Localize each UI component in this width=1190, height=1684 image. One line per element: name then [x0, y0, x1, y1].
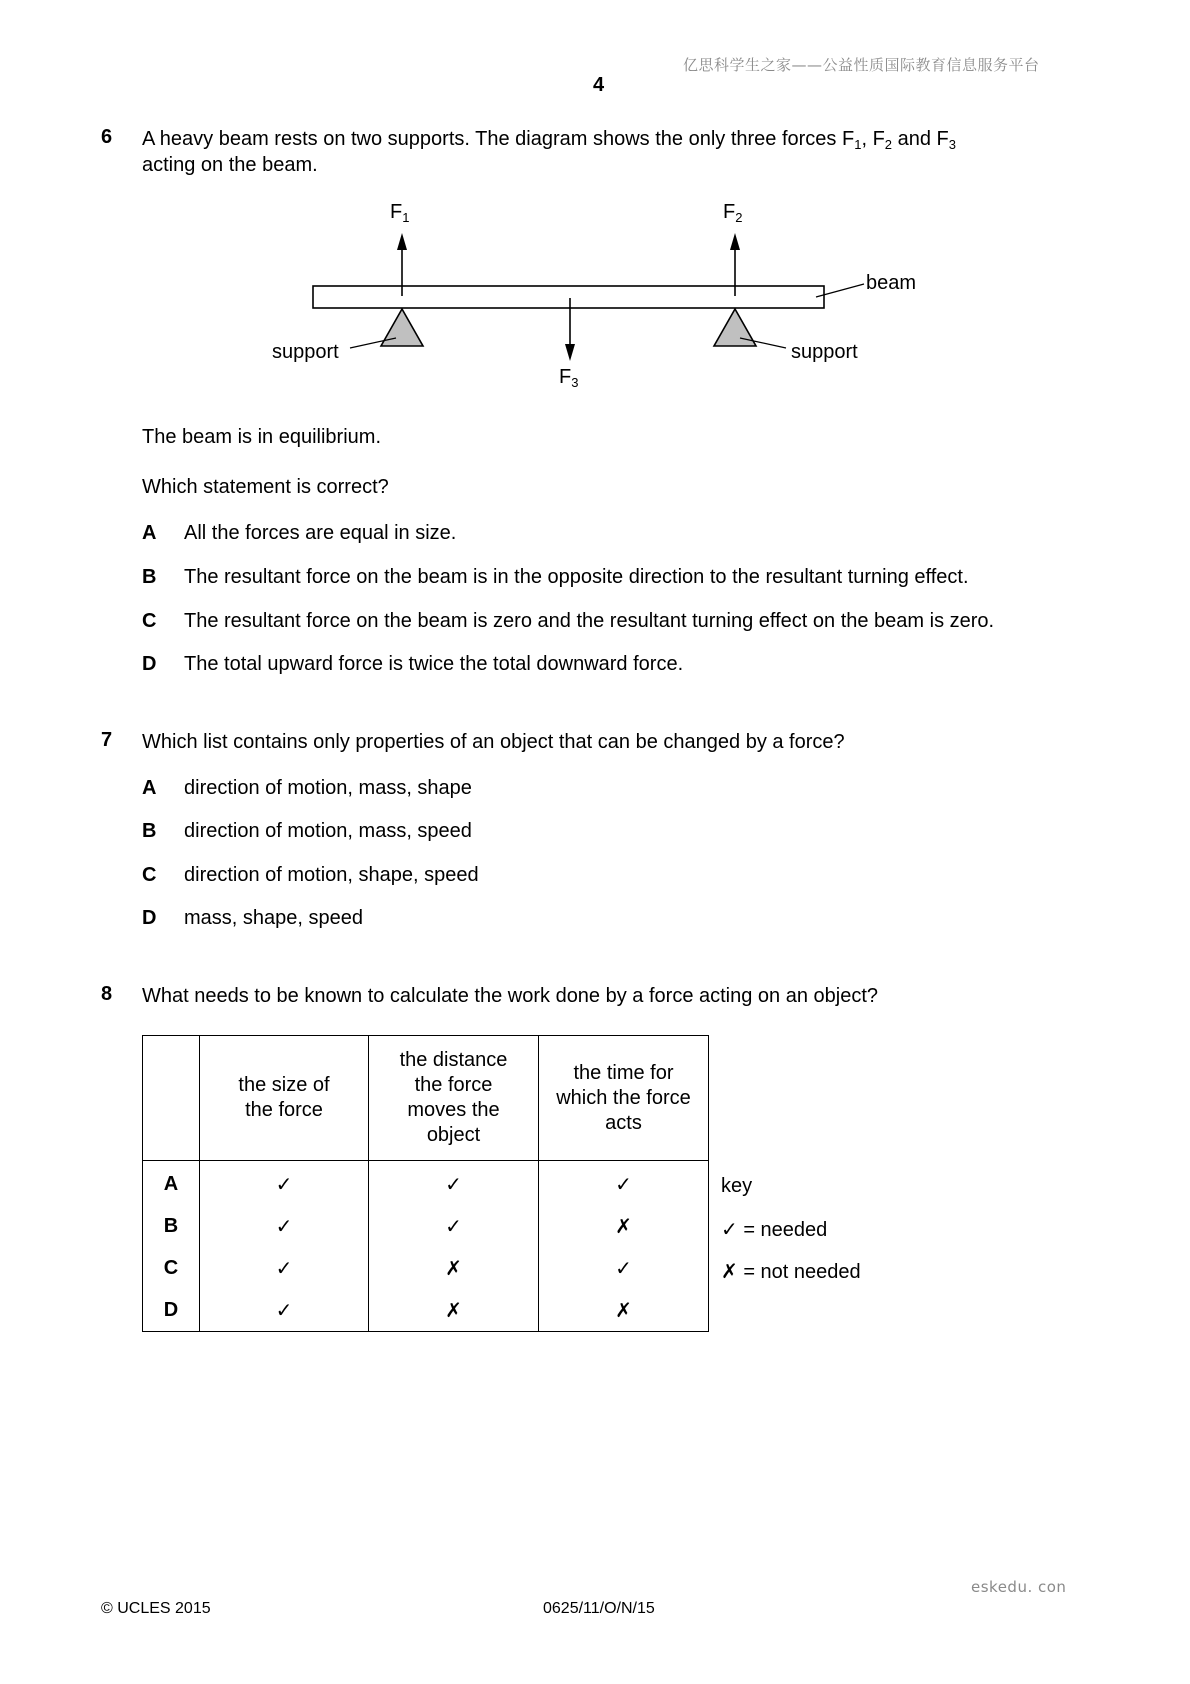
label-f2-sub: 2 [735, 210, 743, 225]
q6-text-part: , F [861, 128, 885, 150]
table-cell: ✓ [539, 1247, 709, 1289]
force-f1-arrowhead [397, 233, 407, 250]
table-cell: ✗ [369, 1289, 539, 1332]
label-support-right: support [791, 341, 858, 363]
label-f1 [390, 201, 409, 224]
q6-sub-2: 2 [884, 137, 893, 152]
q6-option-text: The total upward force is twice the total downward force. [184, 653, 684, 675]
beam-diagram [0, 0, 1190, 420]
label-f3-letter: F [559, 366, 572, 388]
q6-sub-3: 3 [948, 137, 956, 152]
question-7-text: Which list contains only properties of an object that can be changed by a force? [142, 731, 845, 753]
row-label: B [143, 1205, 200, 1247]
table-cell: ✓ [539, 1161, 709, 1206]
label-f1-letter: F [390, 201, 403, 223]
label-f3-sub: 3 [571, 375, 579, 390]
row-label: C [143, 1247, 200, 1289]
table-cell: ✓ [200, 1247, 369, 1289]
q7-option-letter: B [142, 820, 157, 842]
label-support-left: support [272, 341, 339, 363]
q6-option-letter: A [142, 522, 157, 544]
q7-option-text: direction of motion, mass, shape [184, 777, 472, 799]
table-row [143, 1161, 709, 1206]
table-header-cell: the size of the force [200, 1036, 369, 1161]
row-label: A [143, 1161, 200, 1206]
q7-option-text: direction of motion, mass, speed [184, 820, 472, 842]
question-8-text: What needs to be known to calculate the work done by a force acting on an object? [142, 985, 879, 1007]
key-not-needed: ✗ = not needed [721, 1261, 861, 1283]
q7-option-text: direction of motion, shape, speed [184, 864, 479, 886]
label-f2-letter: F [723, 201, 736, 223]
table-cell: ✓ [200, 1161, 369, 1206]
table-cell: ✗ [369, 1247, 539, 1289]
q7-option-letter: C [142, 864, 157, 886]
q6-option-letter: C [142, 610, 157, 632]
key-title: key [721, 1175, 753, 1197]
q7-option-text: mass, shape, speed [184, 907, 363, 929]
q6-option-text: The resultant force on the beam is in the opposite direction to the resultant turning effect. [184, 566, 969, 588]
table-header-row [143, 1036, 709, 1161]
table-cell: ✓ [369, 1205, 539, 1247]
table-row [143, 1205, 709, 1247]
footer-paper-code: 0625/11/O/N/15 [543, 1600, 655, 1617]
force-f2-arrowhead [730, 233, 740, 250]
table-header-cell: the distance the force moves the object [369, 1036, 539, 1161]
q6-sub-1: 1 [854, 137, 862, 152]
watermark-header: 亿思科学生之家——公益性质国际教育信息服务平台 [683, 56, 1040, 74]
table-cell: ✓ [369, 1161, 539, 1206]
table-cell: ✗ [539, 1289, 709, 1332]
force-f3-arrowhead [565, 344, 575, 361]
q6-option-text: All the forces are equal in size. [184, 522, 457, 544]
q6-option-letter: D [142, 653, 157, 675]
watermark-footer: eskedu. con [971, 1578, 1067, 1596]
q6-option-letter: B [142, 566, 157, 588]
row-label: D [143, 1289, 200, 1332]
table-header-cell: the time for which the force acts [539, 1036, 709, 1161]
question-6-text-line2: acting on the beam. [142, 154, 318, 176]
q6-statement: The beam is in equilibrium. [142, 426, 381, 448]
q6-text-part: A heavy beam rests on two supports. The diagram shows the only three forces F [142, 128, 855, 150]
q7-option-letter: A [142, 777, 157, 799]
key-needed: ✓ = needed [721, 1219, 828, 1241]
question-number-7: 7 [101, 729, 113, 751]
q6-option-text: The resultant force on the beam is zero and the resultant turning effect on the beam is zero. [184, 610, 995, 632]
footer-copyright: © UCLES 2015 [101, 1600, 211, 1617]
table-header-cell [143, 1036, 200, 1161]
label-beam: beam [866, 272, 917, 294]
label-f2 [723, 201, 742, 224]
question-number-8: 8 [101, 983, 113, 1005]
beam-rect [313, 286, 824, 308]
page-number: 4 [593, 74, 605, 96]
q6-question: Which statement is correct? [142, 476, 389, 498]
q7-option-letter: D [142, 907, 157, 929]
table-cell: ✓ [200, 1205, 369, 1247]
q8-options-table [142, 1035, 709, 1332]
question-number-6: 6 [101, 126, 113, 148]
label-f1-sub: 1 [402, 210, 410, 225]
table-cell: ✗ [539, 1205, 709, 1247]
table-row [143, 1247, 709, 1289]
q6-text-part: and F [892, 128, 949, 150]
table-cell: ✓ [200, 1289, 369, 1332]
label-f3 [559, 366, 578, 389]
table-row [143, 1289, 709, 1332]
